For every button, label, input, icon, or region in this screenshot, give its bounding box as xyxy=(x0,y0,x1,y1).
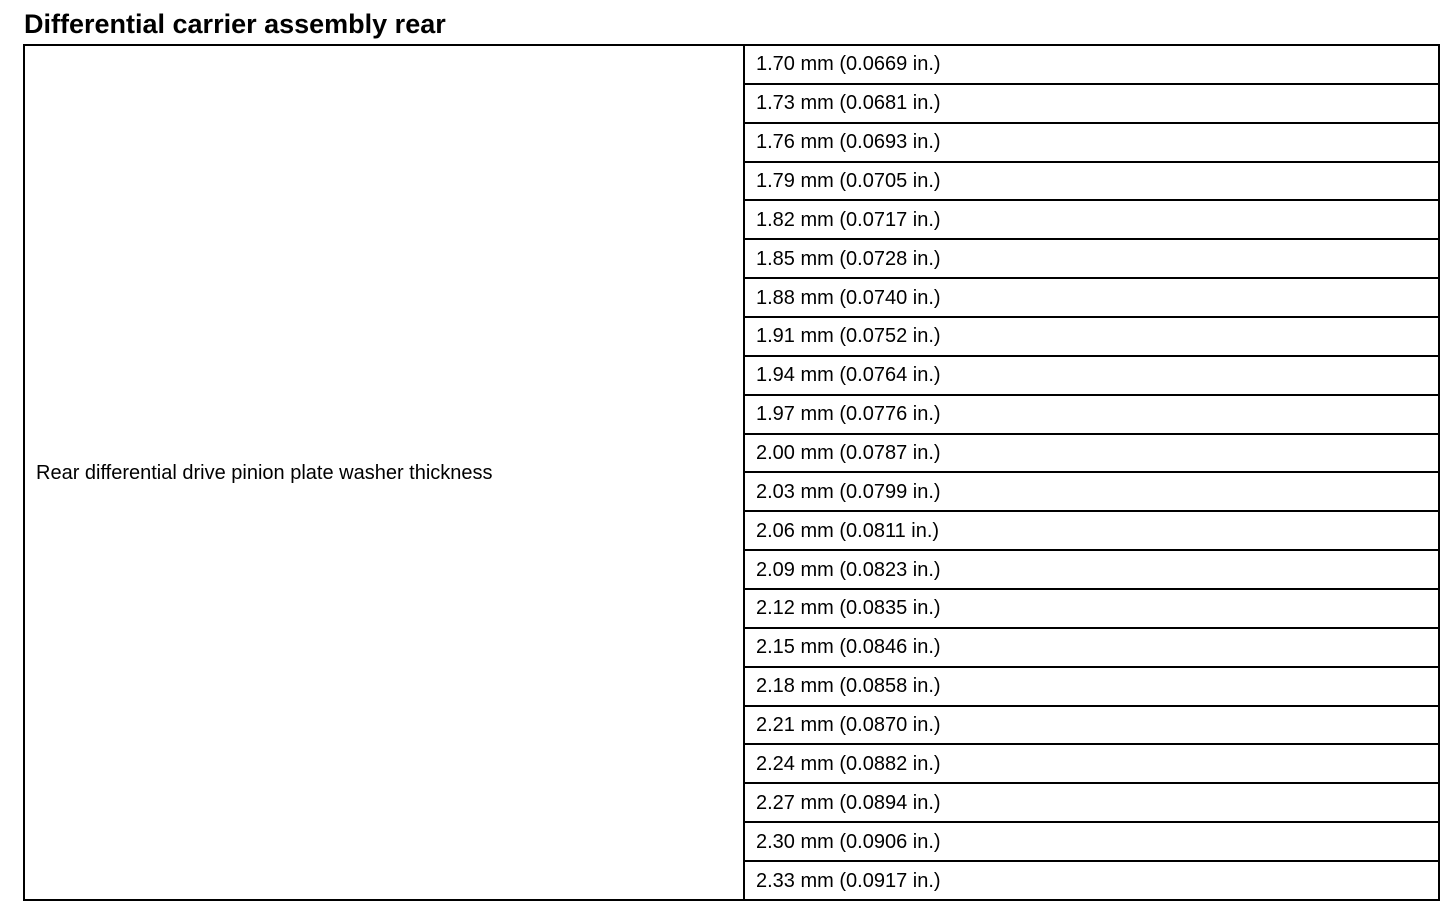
thickness-value-cell: 2.03 mm (0.0799 in.) xyxy=(744,472,1439,511)
thickness-value-cell: 1.82 mm (0.0717 in.) xyxy=(744,200,1439,239)
thickness-value-cell: 2.27 mm (0.0894 in.) xyxy=(744,783,1439,822)
thickness-value-cell: 2.06 mm (0.0811 in.) xyxy=(744,511,1439,550)
thickness-value-cell: 2.12 mm (0.0835 in.) xyxy=(744,589,1439,628)
thickness-value-cell: 2.09 mm (0.0823 in.) xyxy=(744,550,1439,589)
thickness-value-cell: 1.97 mm (0.0776 in.) xyxy=(744,395,1439,434)
thickness-value-cell: 2.21 mm (0.0870 in.) xyxy=(744,706,1439,745)
thickness-value-cell: 2.00 mm (0.0787 in.) xyxy=(744,434,1439,473)
spec-table xyxy=(23,44,1440,901)
thickness-value-cell: 2.33 mm (0.0917 in.) xyxy=(744,861,1439,900)
thickness-value-cell: 1.91 mm (0.0752 in.) xyxy=(744,317,1439,356)
table-row xyxy=(24,45,1439,84)
thickness-value-cell: 2.18 mm (0.0858 in.) xyxy=(744,667,1439,706)
thickness-value-cell: 1.79 mm (0.0705 in.) xyxy=(744,162,1439,201)
thickness-value-cell: 1.70 mm (0.0669 in.) xyxy=(744,45,1439,84)
thickness-value-cell: 1.88 mm (0.0740 in.) xyxy=(744,278,1439,317)
thickness-value-cell: 1.94 mm (0.0764 in.) xyxy=(744,356,1439,395)
thickness-value-cell: 1.76 mm (0.0693 in.) xyxy=(744,123,1439,162)
page-title: Differential carrier assembly rear xyxy=(24,9,446,39)
thickness-value-cell: 1.85 mm (0.0728 in.) xyxy=(744,239,1439,278)
thickness-value-cell: 2.15 mm (0.0846 in.) xyxy=(744,628,1439,667)
thickness-value-cell: 2.30 mm (0.0906 in.) xyxy=(744,822,1439,861)
spec-label-cell: Rear differential drive pinion plate washer thickness xyxy=(24,45,744,900)
spec-table-body xyxy=(24,45,1439,900)
thickness-value-cell: 1.73 mm (0.0681 in.) xyxy=(744,84,1439,123)
thickness-value-cell: 2.24 mm (0.0882 in.) xyxy=(744,744,1439,783)
